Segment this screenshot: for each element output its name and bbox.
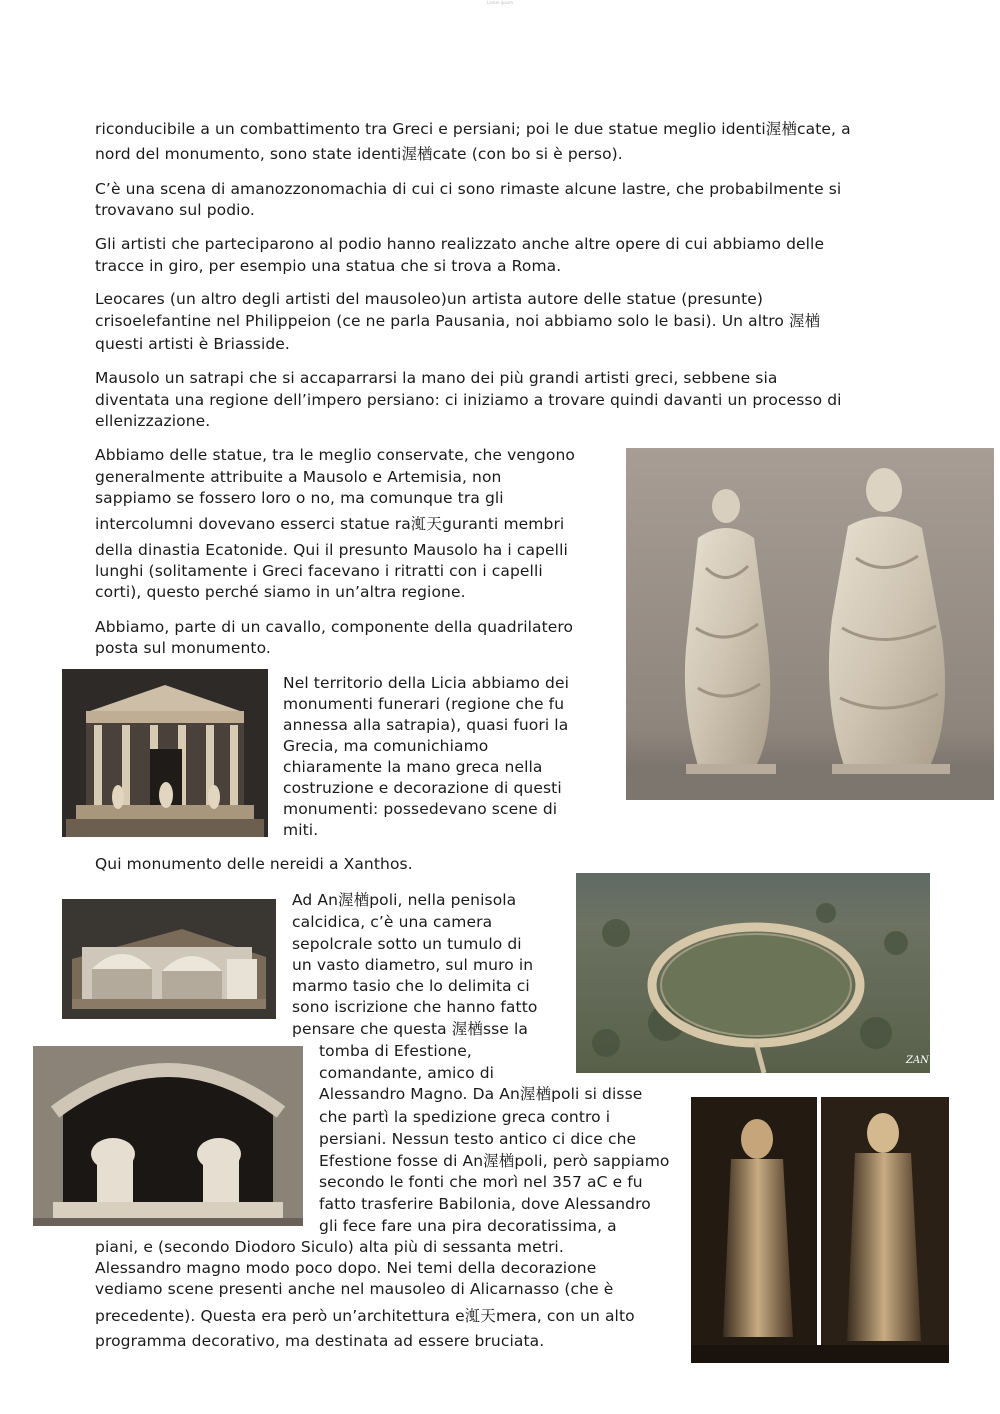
- text-line: trovavano sul podio.: [95, 201, 255, 219]
- text-line: della dinastia Ecatonide. Qui il presunto Mausolo ha i capelli: [95, 541, 568, 559]
- statues-photo: [626, 448, 994, 800]
- text-line: Grecia, ma comunichiamo: [283, 737, 489, 755]
- text-line: Alessandro magno modo poco dopo. Nei temi della decorazione: [95, 1259, 597, 1277]
- text-line: corti), questo perché siamo in un’altra regione.: [95, 583, 466, 601]
- text-line: precedente). Questa era però un’architettura e渱天mera, con un alto: [95, 1307, 635, 1325]
- text-line: Alessandro Magno. Da An渥楢poli si disse: [319, 1085, 643, 1103]
- text-line: Abbiamo delle statue, tra le meglio conservate, che vengono: [95, 446, 575, 464]
- text-line: Leocares (un altro degli artisti del mausoleo)un artista autore delle statue (presunte): [95, 290, 764, 308]
- text-line: Gli artisti che parteciparono al podio hanno realizzato anche altre opere di cui abbiamo delle: [95, 235, 825, 253]
- temple-facade-photo: [62, 669, 268, 837]
- text-line: sepolcrale sotto un tumulo di: [292, 935, 522, 953]
- text-line: sono iscrizione che hanno fatto: [292, 998, 538, 1016]
- text-line: sappiamo se fossero loro o no, ma comunque tra gli: [95, 489, 504, 507]
- text-line: persiani. Nessun testo antico ci dice che: [319, 1130, 637, 1148]
- text-line: generalmente attribuite a Mausolo e Artemisia, non: [95, 468, 502, 486]
- text-line: pensare che questa 渥楢sse la: [292, 1020, 528, 1038]
- aerial-signature: ZAN: [906, 1055, 929, 1066]
- text-line: diventata una regione dell’impero persiano: ci iniziamo a trovare quindi davanti un processo di: [95, 391, 842, 409]
- text-line: crisoelefantine nel Philippeion (ce ne parla Pausania, noi abbiamo solo le basi). Un altro 渥楢: [95, 312, 821, 330]
- text-line: Ad An渥楢poli, nella penisola: [292, 891, 517, 909]
- text-line: comandante, amico di: [319, 1064, 495, 1082]
- tomb-model-photo: [62, 899, 276, 1019]
- text-line: tomba di Efestione,: [319, 1042, 472, 1060]
- text-line: Abbiamo, parte di un cavallo, componente della quadrilatero: [95, 618, 574, 636]
- text-line: monumenti: possedevano scene di: [283, 800, 558, 818]
- text-line: vediamo scene presenti anche nel mausoleo di Alicarnasso (che è: [95, 1280, 614, 1298]
- text-line: riconducibile a un combattimento tra Greci e persiani; poi le due statue meglio identi渥楢cate, a: [95, 120, 851, 138]
- text-line: lunghi (solitamente i Greci facevano i ritratti con i capelli: [95, 562, 543, 580]
- text-line: miti.: [283, 821, 319, 839]
- text-line: costruzione e decorazione di questi: [283, 779, 562, 797]
- text-line: monumenti funerari (regione che fu: [283, 695, 565, 713]
- text-line: fatto trasferire Babilonia, dove Alessandro: [319, 1195, 651, 1213]
- text-line: calcidica, c’è una camera: [292, 913, 493, 931]
- text-line: ellenizzazione.: [95, 412, 211, 430]
- text-line: marmo tasio che lo delimita ci: [292, 977, 530, 995]
- text-line: gli fece fare una pira decoratissima, a: [319, 1217, 617, 1235]
- text-line: Efestione fosse di An渥楢poli, però sappiamo: [319, 1152, 670, 1170]
- text-line: tracce in giro, per esempio una statua che si trova a Roma.: [95, 257, 562, 275]
- text-line: programma decorativo, ma destinata ad essere bruciata.: [95, 1332, 545, 1350]
- caryatid-statues-photo: [691, 1097, 949, 1363]
- text-line: posta sul monumento.: [95, 639, 271, 657]
- text-line: Nel territorio della Licia abbiamo dei: [283, 674, 569, 692]
- text-line: intercolumni dovevano esserci statue ra渱天guranti membri: [95, 515, 565, 533]
- text-line: C’è una scena di amanozzonomachia di cui ci sono rimaste alcune lastre, che probabilmente si: [95, 180, 842, 198]
- text-line: piani, e (secondo Diodoro Siculo) alta più di sessanta metri.: [95, 1238, 564, 1256]
- text-line: questi artisti è Briasside.: [95, 335, 290, 353]
- text-line: che partì la spedizione greca contro i: [319, 1108, 611, 1126]
- sphinx-entrance-photo: [33, 1046, 303, 1226]
- text-line: Mausolo un satrapi che si accaparrarsi la mano dei più grandi artisti greci, sebbene sia: [95, 369, 778, 387]
- aerial-circle-photo: [576, 873, 930, 1073]
- page-header-mark: Lorem ipsum: [487, 0, 513, 5]
- text-line: chiaramente la mano greca nella: [283, 758, 543, 776]
- text-line: secondo le fonti che morì nel 357 aC e fu: [319, 1173, 643, 1191]
- text-line: Qui monumento delle nereidi a Xanthos.: [95, 855, 413, 873]
- text-line: annessa alla satrapia), quasi fuori la: [283, 716, 569, 734]
- text-line: nord del monumento, sono state identi渥楢cate (con bo si è perso).: [95, 145, 623, 163]
- text-line: un vasto diametro, sul muro in: [292, 956, 534, 974]
